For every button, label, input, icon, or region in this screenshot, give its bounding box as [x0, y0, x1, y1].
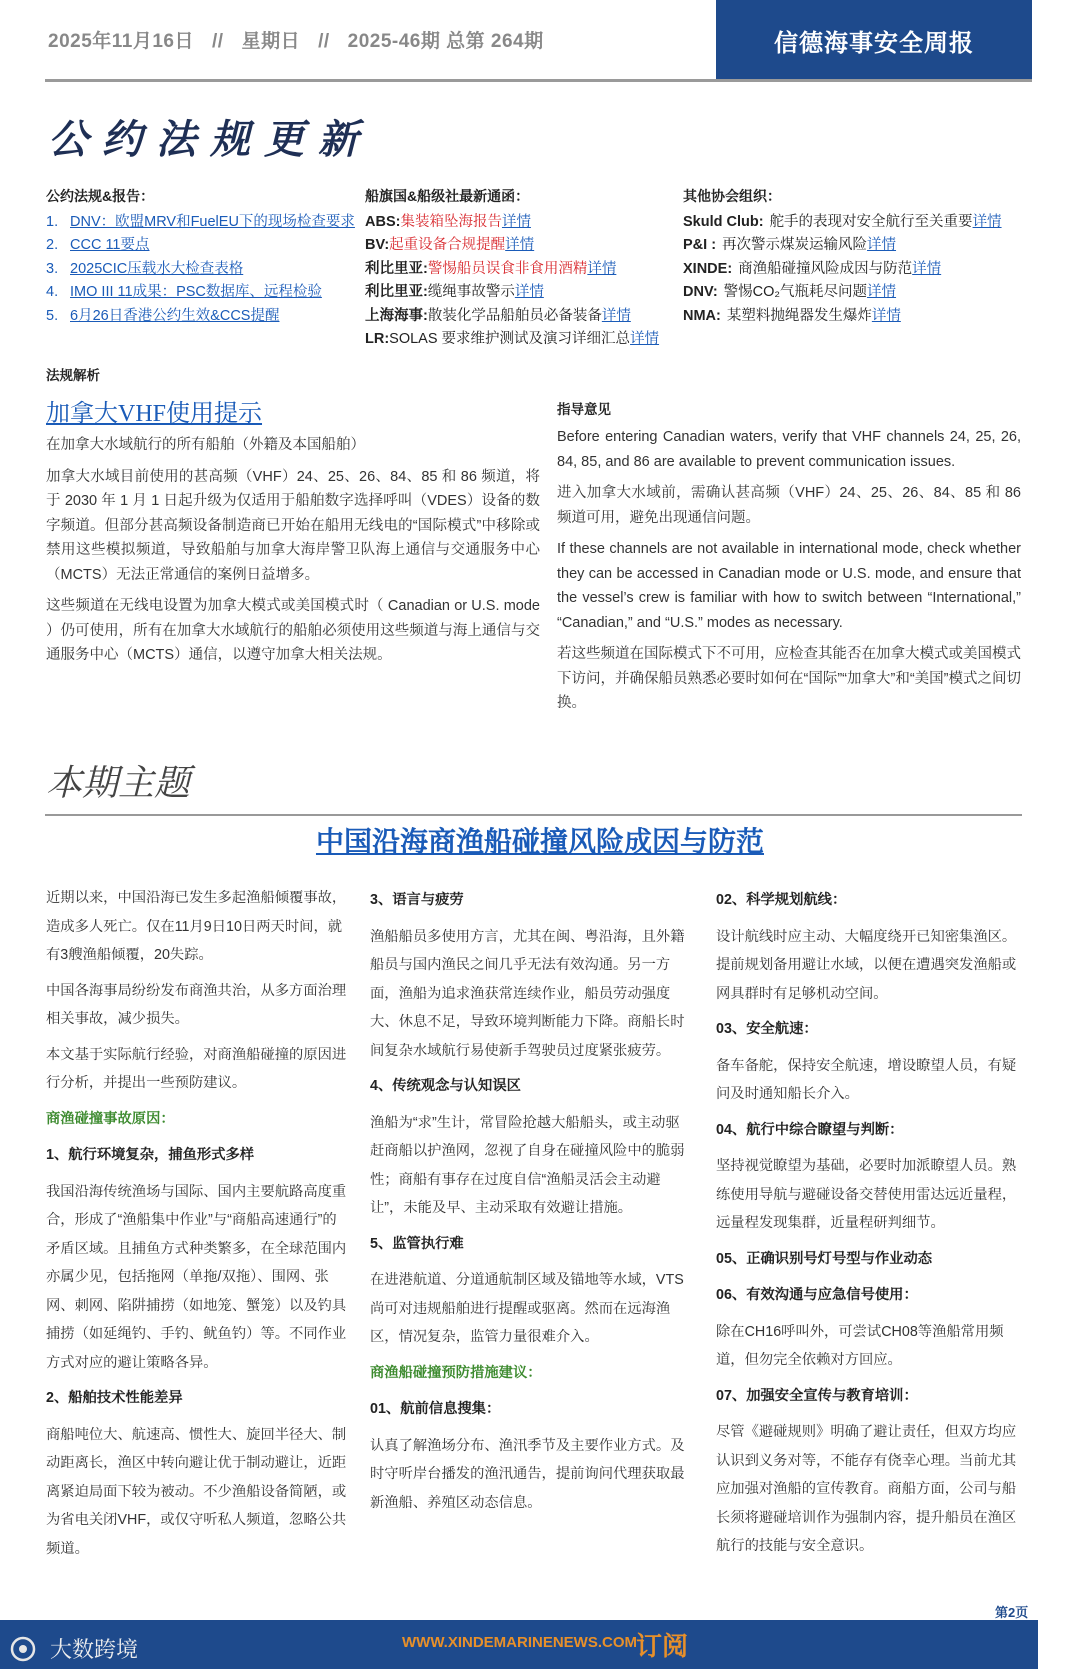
details-link[interactable]: 详情 [972, 213, 1002, 230]
analysis-body [46, 433, 540, 675]
associations-list [683, 185, 1023, 328]
details-link[interactable]: 详情 [630, 331, 660, 347]
flag-class-heading: 船旗国&船级社最新通函： [365, 188, 530, 204]
topic-subheading: 03、安全航速： [716, 1021, 818, 1037]
item-number: 4. [46, 284, 59, 300]
footer-website-link[interactable]: WWW.XINDEMARINENEWS.COM [402, 1634, 637, 1651]
topic-subheading: 04、航行中综合瞭望与判断： [716, 1121, 904, 1138]
circular-text: 散装化学品船舶员必备装备 [427, 307, 602, 324]
regulation-link[interactable]: IMO III 11成果：PSC数据库、远程检验 [70, 284, 322, 300]
guidance-body [557, 425, 1021, 723]
analysis-paragraph: 这些频道在无线电设置为加拿大模式或美国模式时（ Canadian or U.S. mode ）仍可使用，所有在加拿大水域航行的船舶必须使用这些频道与海上通信与交通服务中心（MCTS）通信，以遵守加拿大相关法规。 [46, 598, 540, 663]
association-item [683, 211, 1023, 235]
regulation-link[interactable]: DNV：欧盟MRV和FuelEU下的现场检查要求 [70, 213, 355, 230]
topic-subheading: 4、传统观念与认知误区 [370, 1078, 521, 1094]
item-number: 2. [46, 237, 59, 253]
circular-text: 集装箱坠海报告 [400, 213, 502, 230]
details-link[interactable]: 详情 [912, 260, 942, 277]
analysis-title-link[interactable]: 加拿大VHF使用提示 [46, 401, 263, 427]
topic-subheading: 07、加强安全宣传与教育培训： [716, 1387, 918, 1404]
association-source: Skuld Club: [683, 213, 764, 230]
details-link[interactable]: 详情 [505, 237, 535, 253]
circular-text: SOLAS 要求维护测试及演习详细汇总 [389, 331, 631, 347]
association-item [683, 305, 1023, 329]
topic-subheading: 5、监管执行难 [370, 1235, 464, 1252]
associations-heading: 其他协会组织： [683, 188, 781, 204]
regulation-link[interactable]: 2025CIC压载水大检查表格 [70, 260, 244, 277]
issue-info: 2025年11月16日 // 星期日 // 2025-46期 总第 264期 [48, 31, 544, 52]
details-link[interactable]: 详情 [867, 237, 897, 253]
details-link[interactable]: 详情 [587, 260, 617, 277]
circular-source: 上海海事: [365, 307, 428, 324]
details-link[interactable]: 详情 [867, 284, 897, 300]
analysis-paragraph: 加拿大水域目前使用的甚高频（VHF）24、25、26、84、85 和 86 频道，将于 2030 年 1 月 1 日起升级为仅适用于船舶数字选择呼叫（VDES）设备的数字频道。但部分甚高频设备制造商已开始在船用无线电的“国际模式”中移除或禁用这些模拟频道，导致船舶与加拿大海岸警卫队海上通信与交通服务中心（MCTS）无法正常通信的案例日益增多。 [46, 468, 540, 583]
brand-banner: 信德海事安全周报 [716, 0, 1032, 81]
page-number: 第2页 [995, 1605, 1029, 1620]
details-link[interactable]: 详情 [871, 307, 901, 324]
item-number: 5. [46, 307, 59, 324]
association-source: P&I : [683, 237, 717, 253]
circular-source: ABS: [365, 213, 401, 230]
topic-subheading: 01、航前信息搜集： [370, 1401, 501, 1417]
circular-source: 利比里亚: [365, 284, 428, 300]
topic-subheading: 05、正确识别号灯号型与作业动态 [716, 1250, 933, 1267]
flag-class-list [365, 185, 685, 352]
regulations-heading: 公约法规&报告： [46, 188, 155, 204]
association-source: XINDE: [683, 260, 733, 277]
circular-text: 缆绳事故警示 [427, 284, 515, 300]
guidance-paragraph: Before entering Canadian waters, verify that VHF channels 24, 25, 26, 84, 85, and 86 are available to prevent communication issues. [557, 429, 1021, 470]
circular-item [365, 258, 685, 282]
topic-title-link[interactable]: 中国沿海商渔船碰撞风险成因与防范 [315, 827, 764, 858]
topic-subheading: 02、科学规划航线： [716, 892, 847, 908]
guidance-paragraph: 若这些频道在国际模式下不可用，应检查其能否在加拿大模式或美国模式下访问，并确保船员熟悉必要时如何在“国际”“加拿大”和“美国”模式之间切换。 [557, 646, 1021, 711]
topic-subheading: 06、有效沟通与应急信号使用： [716, 1287, 918, 1303]
issue-number: 2025-46期 总第 264期 [347, 31, 544, 52]
guidance-paragraph: If these channels are not available in international mode, check whether they can be accessed in Canadian mode or U.S. mode, and ensure that the vessel’s crew is familiar with how to switch between “International,” “Canadian,” and “U.S.” modes as necessary. [557, 541, 1021, 631]
regulation-item [46, 234, 366, 258]
topic-paragraph: 设计航线时应主动、大幅度绕开已知密集渔区。提前规划备用避让水域，以便在遭遇突发渔船或网具群时有足够机动空间。 [716, 928, 1017, 1002]
circular-item [365, 234, 685, 258]
regulation-item [46, 211, 366, 235]
association-source: NMA: [683, 307, 721, 324]
topic-section-heading: 商渔船碰撞预防措施建议： [370, 1364, 542, 1381]
circular-source: BV: [365, 237, 390, 253]
section-title-regulations: 公约法规更新 [48, 118, 372, 162]
details-link[interactable]: 详情 [601, 307, 631, 324]
topic-paragraph: 商船吨位大、航速高、惯性大、旋回半径大、制动距离长，渔区中转向避让优于制动避让，近距离紧迫局面下较为被动。不少渔船设备简陋，或为省电关闭VHF，或仅守听私人频道，忽略公共频道。 [46, 1426, 347, 1557]
regulation-link[interactable]: CCC 11要点 [70, 237, 150, 253]
details-link[interactable]: 详情 [501, 213, 531, 230]
circular-item [365, 211, 685, 235]
regulations-list [46, 185, 366, 328]
circular-item [365, 281, 685, 305]
subscribe-link[interactable]: 订阅 [636, 1631, 689, 1661]
topic-paragraph: 本文基于实际航行经验，对商渔船碰撞的原因进行分析，并提出一些预防建议。 [46, 1046, 347, 1091]
regulation-item [46, 281, 366, 305]
association-item [683, 281, 1023, 305]
regulation-link[interactable]: 6月26日香港公约生效&CCS提醒 [70, 307, 280, 324]
topic-paragraph: 中国各海事局纷纷发布商渔共治，从多方面治理相关事故，减少损失。 [46, 982, 347, 1027]
circular-source: 利比里亚: [365, 260, 428, 277]
topic-paragraph: 认真了解渔场分布、渔汛季节及主要作业方式。及时守听岸台播发的渔汛通告，提前询问代理获取最新渔船、养殖区动态信息。 [370, 1437, 685, 1511]
regulation-item [46, 305, 366, 329]
issue-weekday: 星期日 [241, 31, 301, 52]
topic-column-3 [716, 884, 1022, 1568]
circular-item [365, 328, 685, 352]
circular-text: 警惕船员误食非食用酒精 [427, 260, 588, 277]
topic-paragraph: 近期以来，中国沿海已发生多起渔船倾覆事故，造成多人死亡。仅在11月9日10日两天时间，就有3艘渔船倾覆，20失踪。 [46, 890, 347, 963]
topic-paragraph: 尽管《避碰规则》明确了避让责任，但双方均应认识到义务对等，不能存有侥幸心理。当前尤其应加强对渔船的宣传教育。商船方面，公司与船长须将避碰培训作为强制内容，提升船员在渔区航行的技能与安全意识。 [716, 1424, 1017, 1554]
topic-paragraph: 除在CH16呼叫外，可尝试CH08等渔船常用频道，但勿完全依赖对方回应。 [716, 1323, 1004, 1368]
topic-paragraph: 渔船船员多使用方言，尤其在闽、粤沿海，且外籍船员与国内渔民之间几乎无法有效沟通。另一方面，渔船为追求渔获常连续作业，船员劳动强度大、休息不足，导致环境判断能力下降。商船长时间复杂水域航行易使新手驾驶员过度紧张疲劳。 [370, 928, 685, 1059]
topic-subheading: 1、航行环境复杂，捕鱼形式多样 [46, 1147, 255, 1163]
regulation-item [46, 258, 366, 282]
topic-subheading: 2、船舶技术性能差异 [46, 1390, 183, 1406]
association-source: DNV: [683, 284, 718, 300]
item-number: 1. [46, 213, 59, 230]
association-item [683, 258, 1023, 282]
analysis-paragraph: 在加拿大水域航行的所有船舶（外籍及本国船舶） [46, 437, 365, 453]
topic-paragraph: 在进港航道、分道通航制区域及锚地等水域，VTS尚可对违规船舶进行提醒或驱离。然而在远海渔区，情况复杂，监管力量很难介入。 [370, 1272, 684, 1345]
circular-source: LR: [365, 331, 390, 347]
section-title-topic: 本期主题 [46, 763, 191, 803]
association-text: 再次警示煤炭运输风险 [722, 237, 868, 253]
topic-subheading: 3、语言与疲劳 [370, 892, 464, 908]
header-divider [45, 79, 1032, 82]
topic-divider [45, 814, 1022, 816]
topic-paragraph: 坚持视觉瞭望为基础，必要时加派瞭望人员。熟练使用导航与避碰设备交替使用雷达远近量程，远量程发现集群，近量程研判细节。 [716, 1158, 1017, 1231]
association-text: 警惕CO₂气瓶耗尽问题 [723, 284, 868, 300]
association-text: 商渔船碰撞风险成因与防范 [738, 260, 913, 277]
topic-column-1 [46, 884, 348, 1570]
association-item [683, 234, 1023, 258]
topic-paragraph: 渔船为“求”生计，常冒险抢越大船船头，或主动驱赶商船以护渔网，忽视了自身在碰撞风险中的脆弱性；商船有事存在过度自信“渔船灵活会主动避让”，未能及早、主动采取有效避让措施。 [370, 1114, 685, 1216]
topic-section-heading: 商渔碰撞事故原因： [46, 1110, 175, 1127]
circular-item [365, 305, 685, 329]
association-text: 舵手的表现对安全航行至关重要 [769, 213, 973, 230]
item-number: 3. [46, 260, 59, 277]
watermark-text: 大数跨境 [50, 1637, 139, 1662]
circular-text: 起重设备合规提醒 [389, 237, 506, 253]
details-link[interactable]: 详情 [514, 284, 544, 300]
guidance-label: 指导意见 [557, 402, 611, 417]
issue-date: 2025年11月16日 [48, 31, 194, 52]
watermark-logo-icon [8, 1634, 38, 1664]
topic-column-2 [370, 884, 688, 1524]
association-text: 某塑料抛绳器发生爆炸 [726, 307, 872, 324]
topic-paragraph: 我国沿海传统渔场与国际、国内主要航路高度重合，形成了“渔船集中作业”与“商船高速通行”的矛盾区域。且捕鱼方式种类繁多，在全球范围内亦属少见，包括拖网（单拖/双拖）、围网、张网、刺网、陷阱捕捞（如地笼、蟹笼）以及钓具捕捞（如延绳钓、手钓、鱿鱼钓）等。不同作业方式对应的避让策略各异。 [46, 1183, 347, 1371]
analysis-label: 法规解析 [46, 368, 100, 383]
topic-paragraph: 备车备舵，保持安全航速，增设瞭望人员，有疑问及时通知船长介入。 [716, 1057, 1017, 1102]
guidance-paragraph: 进入加拿大水域前，需确认甚高频（VHF）24、25、26、84、85 和 86 频道可用，避免出现通信问题。 [557, 485, 1021, 526]
